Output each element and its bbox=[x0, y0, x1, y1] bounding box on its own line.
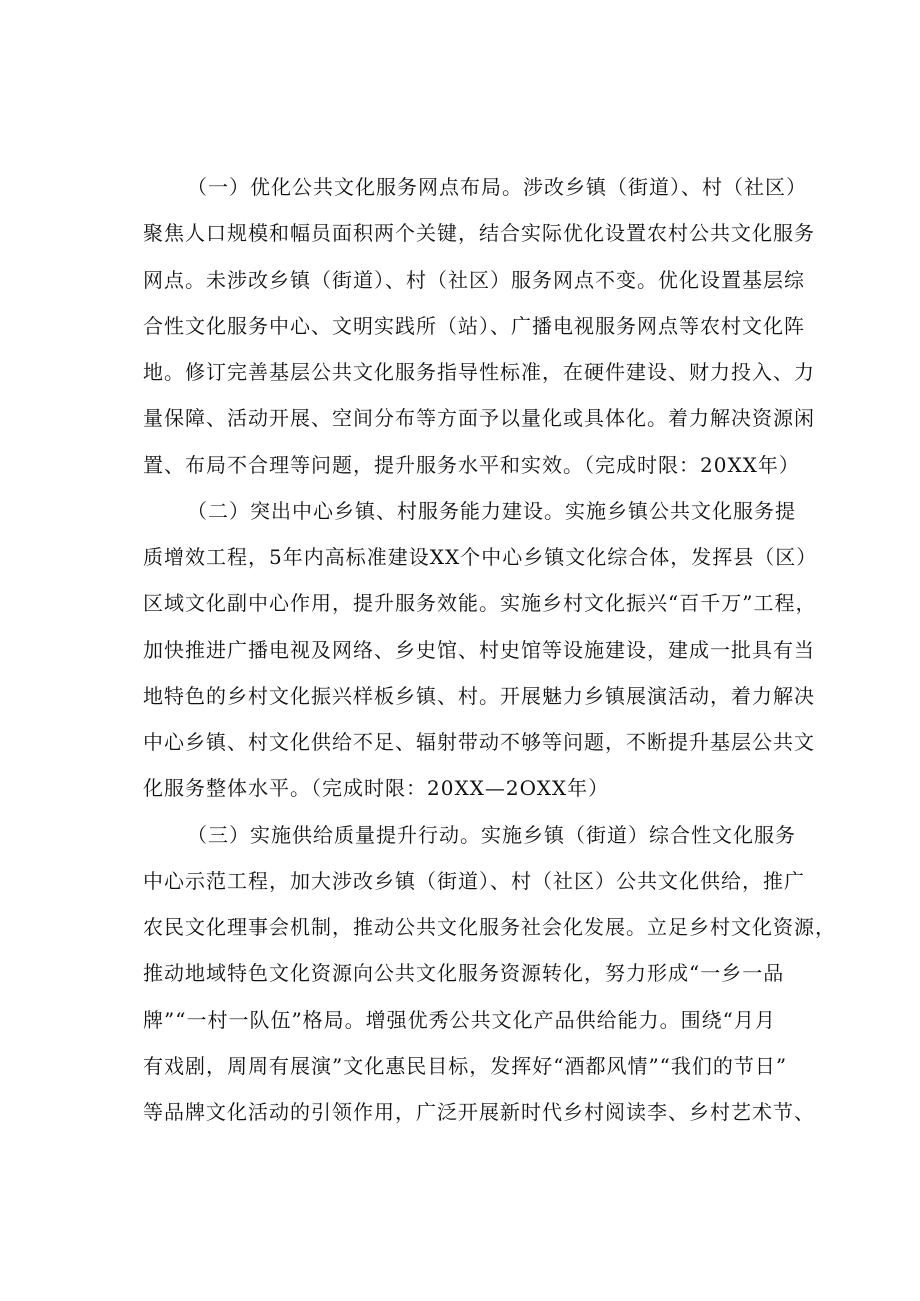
paragraph-line: 地。修订完善基层公共文化服务指导性标准，在硬件建设、财力投入、力 bbox=[143, 360, 815, 384]
paragraph-line: 中心示范工程，加大涉改乡镇（街道）、村（社区）公共文化供给，推广 bbox=[143, 868, 805, 893]
paragraph-line: 推动地域特色文化资源向公共文化服务资源转化，努力形成“一乡一品 bbox=[143, 961, 785, 986]
paragraph-line: 化服务整体水平。（完成时限：20XX—2OXX年） bbox=[143, 776, 610, 801]
paragraph-line: 聚焦人口规模和幅员面积两个关键，结合实际优化设置农村公共文化服务 bbox=[143, 221, 815, 246]
paragraph-line: 中心乡镇、村文化供给不足、辐射带动不够等问题，不断提升基层公共文 bbox=[143, 730, 815, 754]
paragraph-line: 置、布局不合理等问题，提升服务水平和实效。（完成时限：20XX年） bbox=[143, 452, 800, 477]
paragraph-line: 质增效工程，5年内高标准建设XX个中心乡镇文化综合体，发挥县（区） bbox=[143, 545, 818, 569]
paragraph-line: 牌”“一村一队伍”格局。增强优秀公共文化产品供给能力。围绕“月月 bbox=[143, 1007, 776, 1032]
paragraph-1 bbox=[143, 164, 823, 488]
paragraph-line: 农民文化理事会机制，推动公共文化服务社会化发展。立足乡村文化资源， bbox=[143, 915, 836, 939]
paragraph-line: （一）优化公共文化服务网点布局。涉改乡镇（街道）、村（社区） bbox=[187, 175, 807, 199]
paragraph-line: 网点。未涉改乡镇（街道）、村（社区）服务网点不变。优化设置基层综 bbox=[143, 267, 805, 292]
paragraph-line: 加快推进广播电视及网络、乡史馆、村史馆等设施建设，建成一批具有当 bbox=[143, 637, 815, 662]
paragraph-line: 合性文化服务中心、文明实践所（站）、广播电视服务网点等农村文化阵 bbox=[143, 313, 805, 338]
document-body bbox=[143, 164, 836, 1135]
paragraph-line: 有戏剧，周周有展演”文化惠民目标，发挥好“酒都风情”“我们的节日” bbox=[143, 1053, 788, 1078]
paragraph-line: 量保障、活动开展、空间分布等方面予以量化或具体化。着力解决资源闲 bbox=[143, 406, 815, 431]
paragraph-line: 地特色的乡村文化振兴样板乡镇、村。开展魅力乡镇展演活动，着力解决 bbox=[143, 683, 815, 708]
paragraph-2 bbox=[143, 488, 823, 812]
paragraph-3 bbox=[143, 812, 836, 1136]
paragraph-line: （二）突出中心乡镇、村服务能力建设。实施乡镇公共文化服务提 bbox=[187, 498, 796, 523]
paragraph-line: （三）实施供给质量提升行动。实施乡镇（街道）综合性文化服务 bbox=[187, 822, 796, 847]
paragraph-line: 区域文化副中心作用，提升服务效能。实施乡村文化振兴“百千万”工程， bbox=[143, 591, 817, 616]
paragraph-line: 等品牌文化活动的引领作用，广泛开展新时代乡村阅读李、乡村艺术节、 bbox=[143, 1100, 815, 1124]
